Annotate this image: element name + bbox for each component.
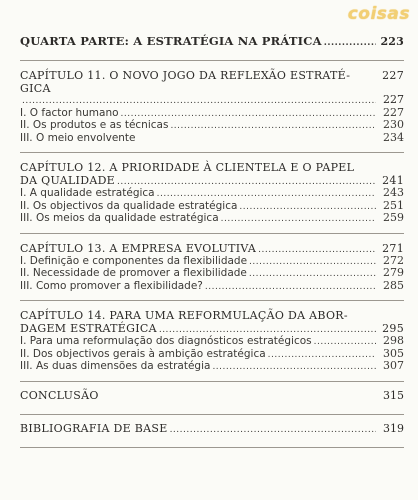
section-title: I. Definição e componentes da flexibilidade	[20, 254, 248, 267]
chapter-13	[20, 242, 404, 293]
toc-entry[interactable]	[20, 335, 404, 348]
divider	[20, 300, 404, 301]
page-number: 243	[383, 186, 404, 199]
site-watermark: coisas	[347, 4, 410, 24]
chapter-title-line-1: CAPÍTULO 12. A PRIORIDADE À CLIENTELA E O PAPEL	[20, 161, 355, 174]
toc-entry-bibliography[interactable]	[20, 423, 404, 439]
page-number: 271	[382, 241, 404, 255]
section-title: III. Como promover a flexibilidade?	[20, 279, 203, 292]
divider	[20, 447, 404, 448]
chapter-11	[20, 69, 404, 144]
dot-leader	[268, 349, 376, 362]
dot-leader	[170, 424, 376, 437]
chapter-heading[interactable]	[20, 69, 404, 95]
divider	[20, 414, 404, 415]
toc-entry[interactable]	[20, 187, 404, 200]
page-number: 305	[383, 346, 404, 360]
dot-leader	[170, 120, 376, 133]
section-title: I. O factor humano	[20, 106, 119, 119]
page-number: 315	[383, 388, 404, 402]
section-title: II. Dos objectivos gerais à ambição estratégica	[20, 347, 266, 360]
toc-entry[interactable]	[20, 280, 404, 293]
page-number: 319	[383, 421, 404, 435]
toc-entry-conclusion[interactable]	[20, 390, 404, 406]
section-title: II. Os objectivos da qualidade estratégica	[20, 199, 238, 212]
toc-part-row[interactable]	[20, 34, 404, 52]
section-title: III. As duas dimensões da estratégia	[20, 360, 211, 372]
chapter-heading[interactable]	[20, 242, 404, 255]
dot-leader	[212, 361, 376, 374]
part-title: QUARTA PARTE: A ESTRATÉGIA NA PRÁTICA	[20, 34, 322, 48]
page-number: 227	[383, 105, 404, 119]
toc-entry[interactable]	[20, 267, 404, 280]
page-number: 272	[383, 253, 404, 267]
chapter-14	[20, 309, 404, 373]
toc-entry[interactable]	[20, 94, 404, 107]
page-number: 227	[383, 93, 404, 106]
section-title: I. Para uma reformulação dos diagnósticos estratégicos	[20, 335, 312, 347]
page-number: 227	[382, 69, 404, 82]
dot-leader	[249, 268, 376, 281]
section-title: II. Os produtos e as técnicas	[20, 119, 169, 131]
page-number: 234	[383, 130, 404, 144]
page-number: 259	[383, 211, 404, 224]
section-title: II. Necessidade de promover a flexibilidade	[20, 267, 247, 279]
page-number: 285	[383, 278, 404, 292]
dot-leader	[205, 281, 376, 294]
page-number: 251	[383, 198, 404, 212]
section-title: III. O meio envolvente	[20, 131, 136, 144]
chapter-title-line-1: CAPÍTULO 11. O NOVO JOGO DA REFLEXÃO ESTRATÉ-	[20, 69, 351, 82]
divider	[20, 60, 404, 61]
divider	[20, 381, 404, 382]
chapter-title-line-2: GICA	[20, 82, 51, 95]
toc-entry[interactable]	[20, 132, 404, 145]
page-number: 307	[383, 359, 404, 372]
chapter-title-line-2: DA QUALIDADE	[20, 174, 116, 187]
page-number: 223	[380, 35, 404, 48]
dot-leader	[324, 38, 376, 48]
chapter-title-line-1: CAPÍTULO 13. A EMPRESA EVOLUTIVA	[20, 241, 257, 255]
divider	[20, 152, 404, 153]
dot-leader	[221, 213, 376, 226]
toc-entry[interactable]	[20, 348, 404, 361]
toc-entry[interactable]	[20, 255, 404, 268]
conclusion-title: CONCLUSÃO	[20, 388, 99, 402]
chapter-title-line-1: CAPÍTULO 14. PARA UMA REFORMULAÇÃO DA ABOR-	[20, 309, 348, 322]
chapter-heading[interactable]	[20, 309, 404, 335]
page-number: 298	[383, 334, 404, 347]
section-title: III. Os meios da qualidade estratégica	[20, 212, 219, 224]
bibliography-title: BIBLIOGRAFIA DE BASE	[20, 421, 168, 435]
dot-leader	[239, 201, 376, 214]
chapter-12	[20, 161, 404, 225]
page-number: 295	[382, 322, 404, 335]
table-of-contents	[20, 34, 404, 456]
toc-entry[interactable]	[20, 360, 404, 373]
divider	[20, 233, 404, 234]
page-number: 279	[383, 266, 404, 279]
toc-entry[interactable]	[20, 212, 404, 225]
page-number: 230	[383, 118, 404, 131]
dot-leader	[249, 256, 376, 269]
toc-entry[interactable]	[20, 107, 404, 120]
page-number: 241	[382, 174, 404, 187]
section-title: I. A qualidade estratégica	[20, 187, 155, 199]
chapter-title-line-2: DAGEM ESTRATÉGICA	[20, 322, 157, 335]
chapter-heading[interactable]	[20, 161, 404, 187]
toc-entry[interactable]	[20, 200, 404, 213]
dot-leader	[314, 336, 376, 349]
toc-entry[interactable]	[20, 119, 404, 132]
